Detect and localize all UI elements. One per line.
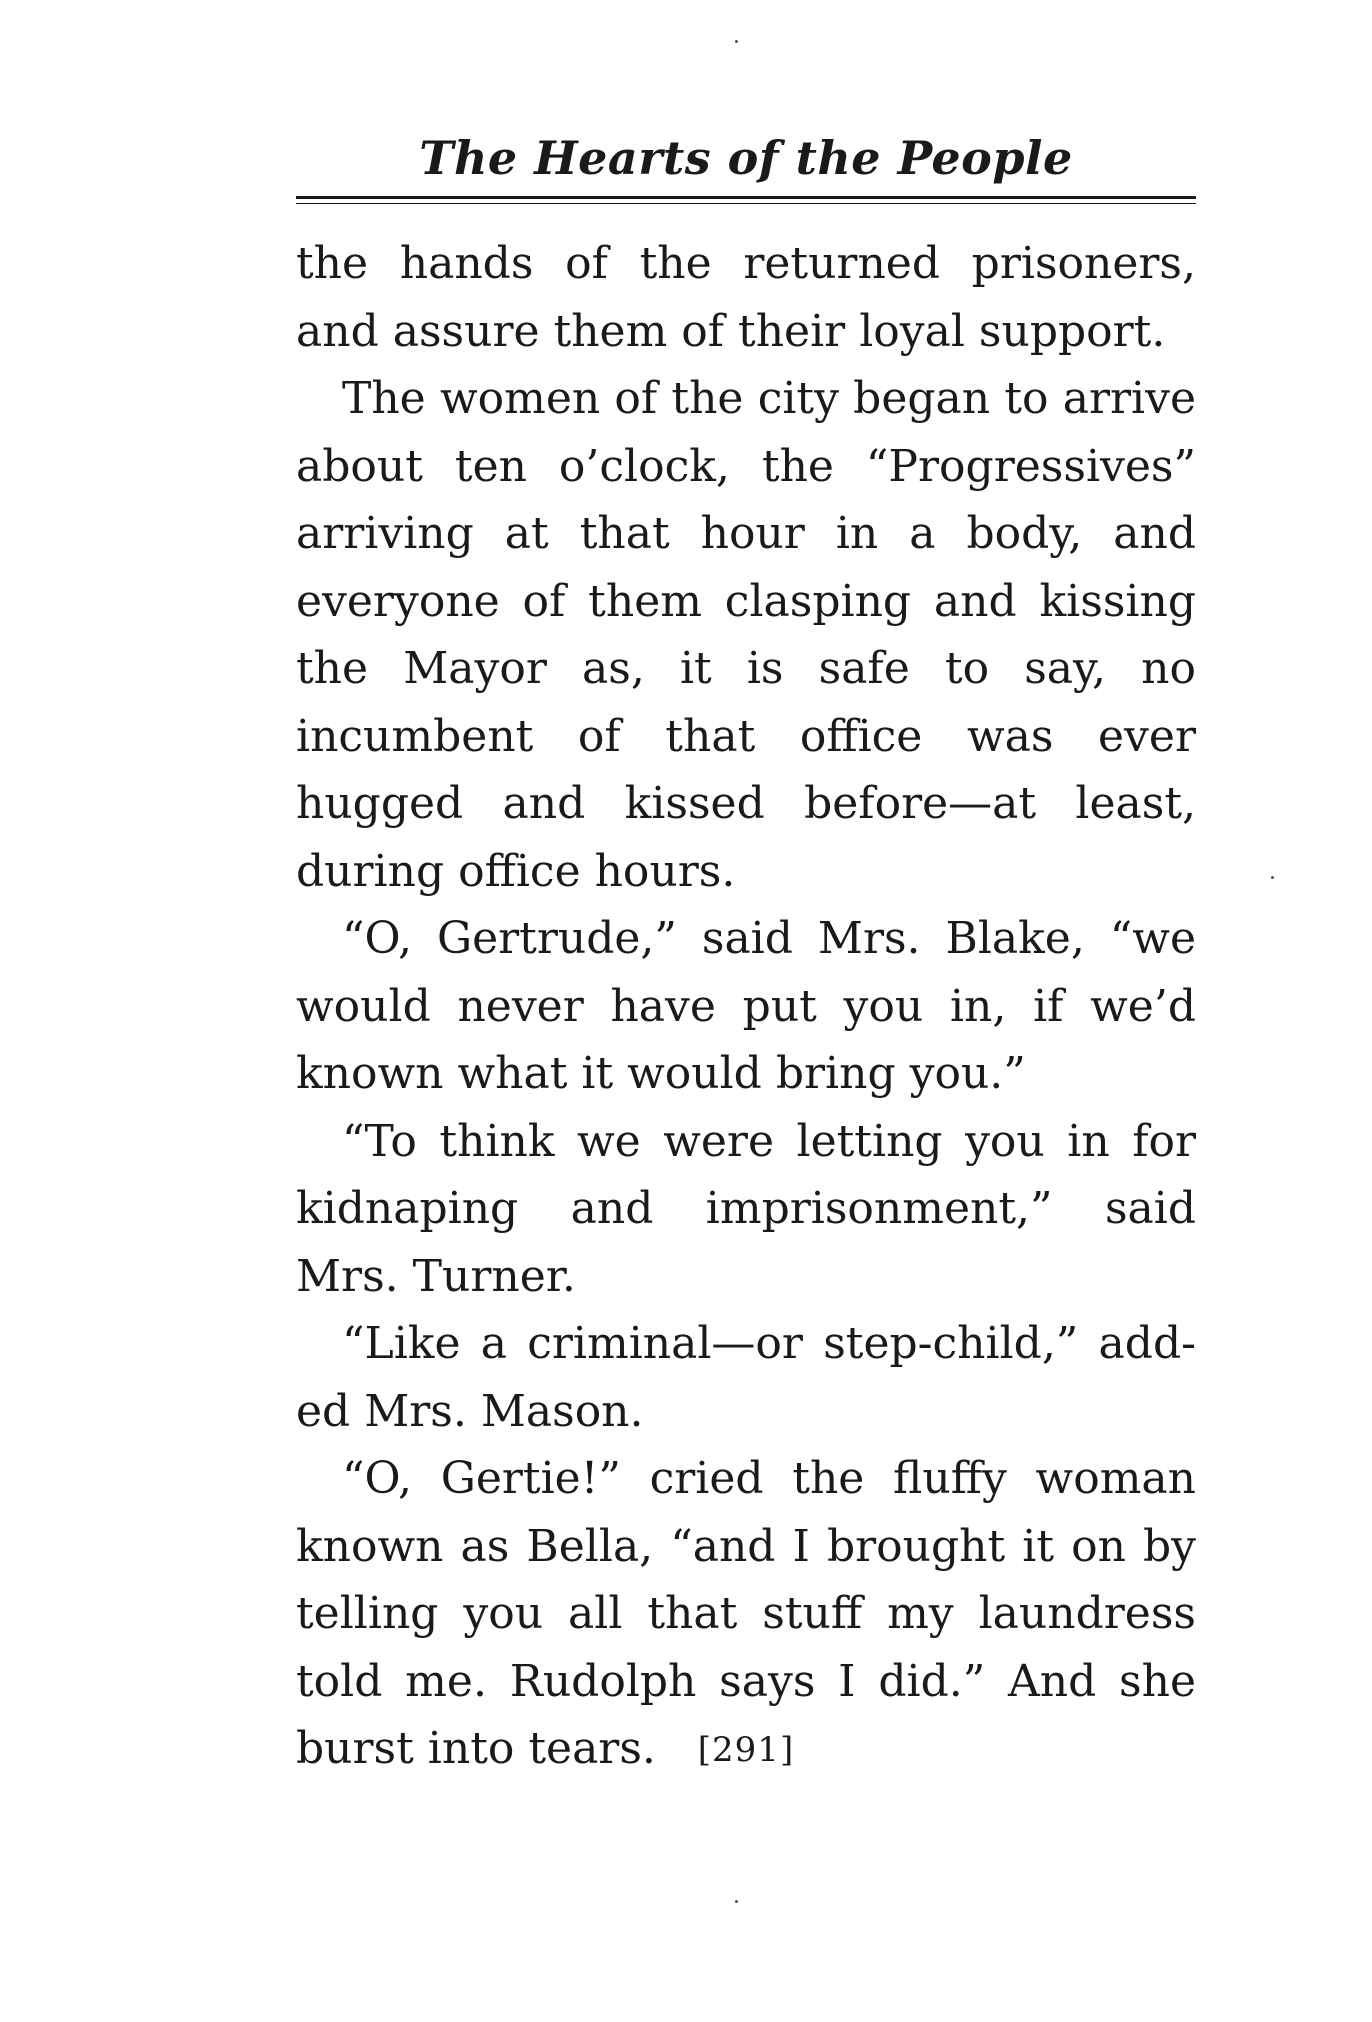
paper-speck [735,1900,738,1903]
page-number: [291] [697,1730,795,1770]
paragraph-1: the hands of the returned prisoners, and assure them of their loyal support. [296,238,1196,357]
paragraph-4: “To think we were letting you in for kidnaping and imprisonment,” said Mrs. Turner. [296,1115,1196,1302]
running-head-title: The Hearts of the People [419,131,1073,185]
book-page [296,130,1196,1783]
page-body-text [296,230,1196,1783]
paper-speck [735,40,738,43]
paper-speck [1271,876,1274,879]
paragraph-6: “O, Gertie!” cried the fluffy woman known as Bella, “and I brought it on by telling you all that stuff my laundress told me. Rudolph says I did.” And she burst into tears. [296,1453,1196,1774]
paragraph-5: “Like a criminal—or step-child,” added Mrs. Mason. [296,1318,1196,1437]
paragraph-2: The women of the city began to arrive about ten o’clock, the “Progressives” arriving at that hour in a body, and everyone of them clasping and kissing the Mayor as, it is safe to say, no incumbent of that office was ever hugged and kissed before—at least, during office hours. [296,373,1196,897]
header-double-rule [296,196,1196,204]
paragraph-3: “O, Gertrude,” said Mrs. Blake, “we would never have put you in, if we’d known what it would bring you.” [296,913,1196,1099]
